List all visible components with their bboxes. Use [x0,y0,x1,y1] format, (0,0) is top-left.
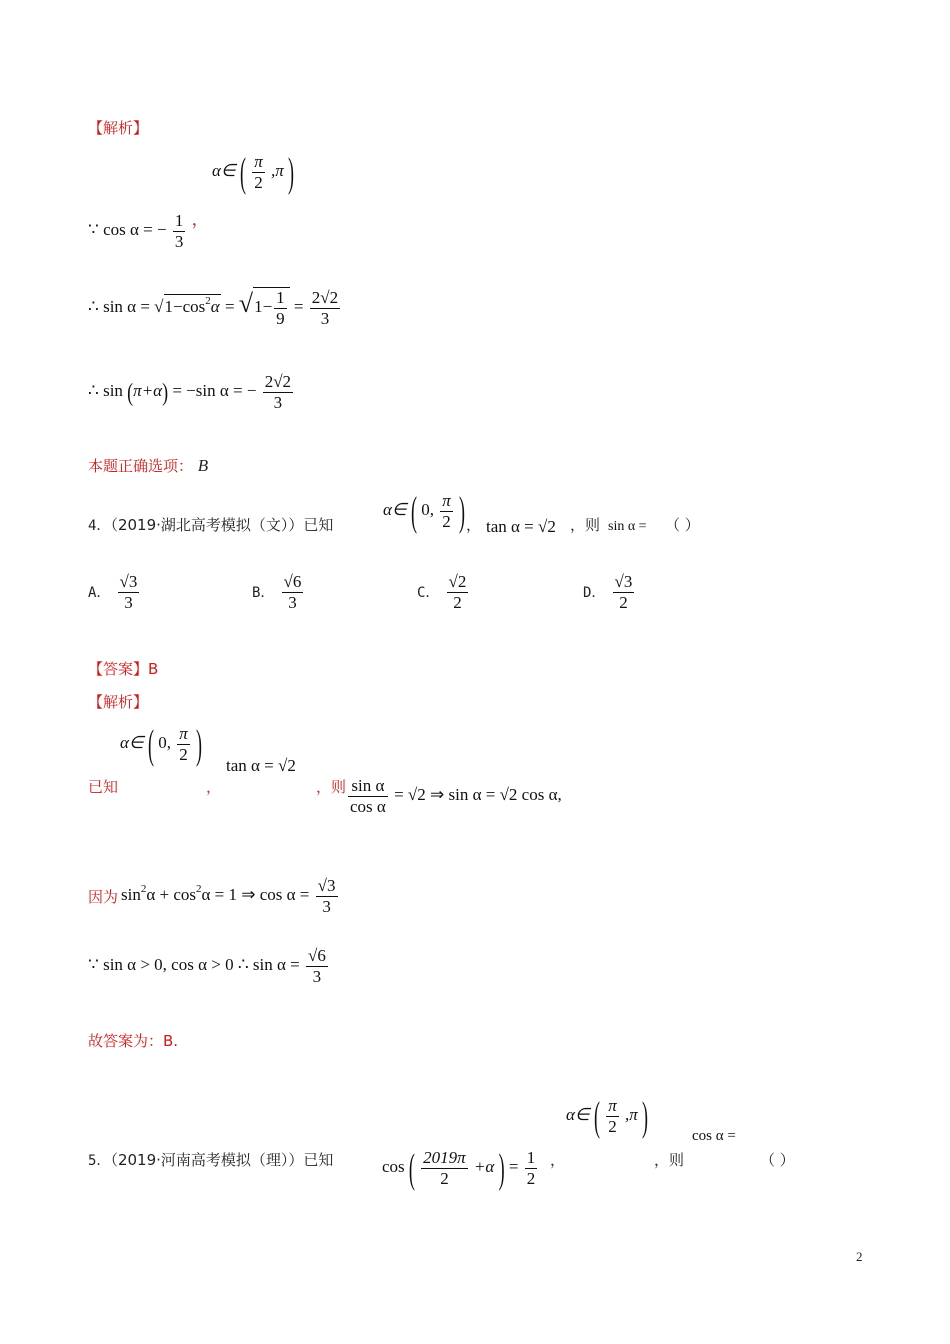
sol4-known: 已知 [88,778,119,796]
sol4-tan-condition: tan α = √2 [226,756,296,775]
q4-alpha-domain: α∈ ( 0, $\frac{\pi}{2}$ ) [383,488,466,535]
q5-then: ，则 [654,1151,685,1169]
option-b[interactable]: B． $\frac{√6}{3}$ [252,572,302,612]
sol4-because-label: 因为 [88,888,119,906]
q4-comma: ， [466,516,482,534]
q5-condition: cos ( $\frac{2019\pi}{2}$ +α ) = $\frac{1}{2}$ [382,1145,536,1192]
q4-target: sin α = [608,519,647,534]
sol4-identity: $\sin^2\alpha + \cos^2\alpha = 1$ ⇒ cos α = $\frac{√3}{3}$ [121,876,336,916]
q5-alpha-domain: α∈ ( $\frac{\pi}{2}$ ,π ) [566,1093,649,1140]
given-cos: ∵ cos α = − $\frac{1}{3}$ ， [88,210,209,251]
q4-tan-condition: tan α = √2 [486,517,556,536]
answer-header: 【答案】B [88,660,159,678]
answer-line: 本题正确选项： B [88,456,209,475]
sol4-ratio: $\frac{\text{sin α}}{\text{cos α}}$ = √2 ⇒ sin α = √2 cos α, [350,776,562,816]
question-5-stem: 5．（2019·河南高考模拟（理））已知 [88,1151,334,1169]
sol4-alpha-domain: α∈ ( 0, $\frac{\pi}{2}$ ) [120,721,203,768]
option-c[interactable]: C． $\frac{√2}{2}$ [417,572,467,612]
q5-answer-blank: （ ） [760,1151,795,1169]
q4-then: ，则 [570,516,601,534]
question-4-stem: 4．（2019·湖北高考模拟（文））已知 [88,516,334,534]
sol4-conclusion: 故答案为：B. [88,1032,179,1050]
sol4-comma: ， [206,778,222,796]
sin-pi-plus-alpha: ∴ sin (π+α) = −sin α = − $\frac{2√2}{3}$ [88,372,292,412]
sol4-then: ，则 [316,778,347,796]
page-number: 2 [856,1249,863,1264]
analysis-header: 【解析】 [88,119,149,137]
analysis-header-2: 【解析】 [88,693,149,711]
q5-comma: ， [550,1151,566,1169]
option-d[interactable]: D． $\frac{√3}{2}$ [583,572,633,612]
option-a[interactable]: A． $\frac{√3}{3}$ [88,572,138,612]
q4-answer-blank: （ ） [665,516,700,534]
q5-target: cos α = [692,1128,736,1144]
domain-condition: α∈ ( $\frac{\pi}{2}$ ,π ) [212,149,295,196]
sol4-sign: ∵ sin α > 0, cos α > 0 ∴ sin α = $\frac{√6}{3}$ [88,946,326,986]
sin-derivation: ∴ $\sin \alpha = √1-\cos^2\alpha = √1-$ $\frac{1}{9}$ = $\frac{2√2}{3}$ [88,288,339,328]
